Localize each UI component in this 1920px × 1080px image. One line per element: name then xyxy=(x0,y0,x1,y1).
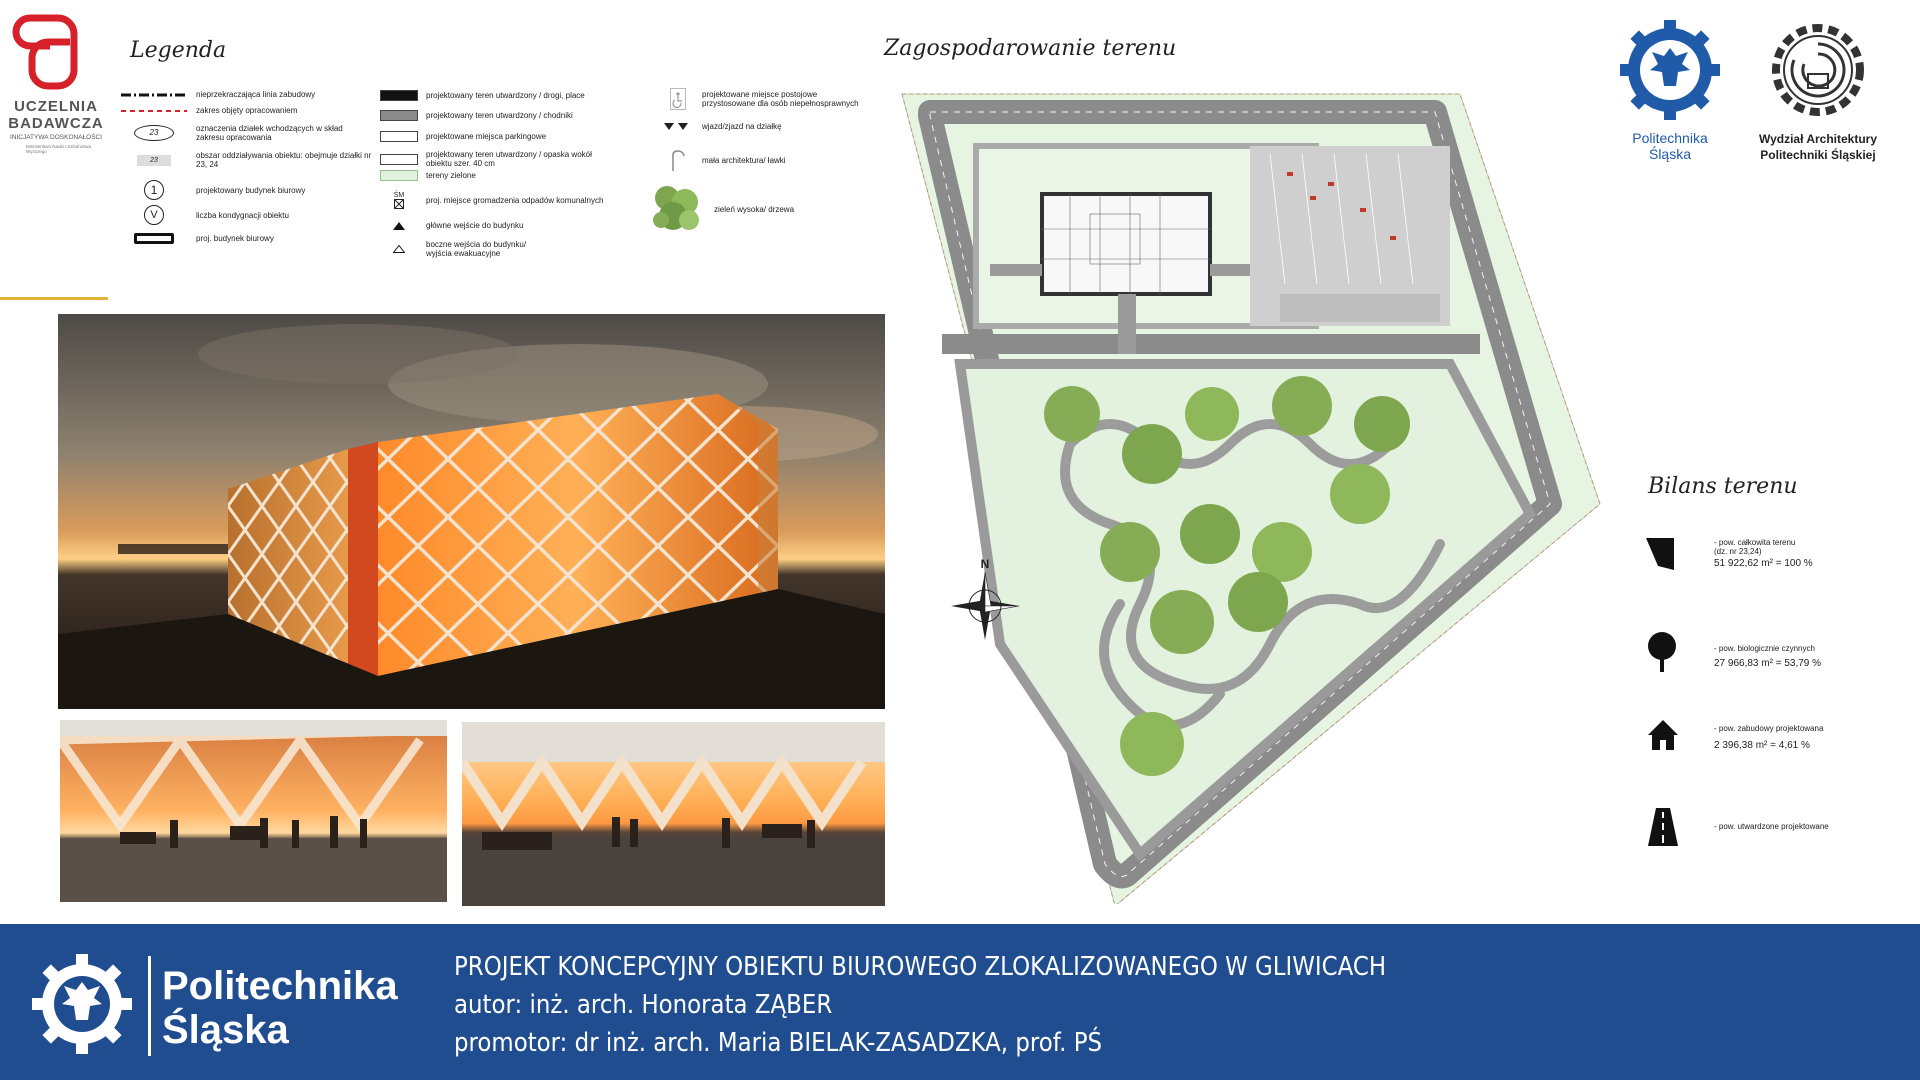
footer-author: autor: inż. arch. Honorata ZĄBER xyxy=(454,990,833,1020)
legend-item-parking: projektowane miejsca parkingowe xyxy=(380,131,546,142)
waste-icon xyxy=(394,199,404,209)
entry-arrows-icon xyxy=(664,121,692,131)
polsl-logo xyxy=(1610,14,1730,164)
faculty-gear-emblem xyxy=(1766,18,1870,122)
faculty-name-1: Wydział Architektury xyxy=(1758,132,1878,146)
legend-item-side-entrance: boczne wejścia do budynku/ wyjścia ewakuacyjne xyxy=(380,240,546,258)
legend-title: Legenda xyxy=(130,38,227,63)
bilans-row-biological: - pow. biologicznie czynnych 27 966,83 m² = 53,79 % xyxy=(1640,630,1920,680)
legend-item-plot-markers: 23 oznaczenia działek wchodzących w skład zakresu opracowania xyxy=(120,124,366,142)
legend-item-storeys: V liczba kondygnacji obiektu xyxy=(120,205,289,225)
tree-icon xyxy=(1642,630,1682,674)
badge-divider xyxy=(0,297,108,300)
footer-logo-divider xyxy=(148,956,151,1056)
legend-item-green-areas: tereny zielone xyxy=(380,170,476,181)
bilans-row-built: - pow. zabudowy projektowana 2 396,38 m² = 4,61 % xyxy=(1640,716,1920,766)
legend-item-impact-area: 23 obszar oddziaływania obiektu: obejmuje działki nr 23, 24 xyxy=(120,151,376,169)
research-university-logo-mark xyxy=(6,14,106,96)
badge-line-2: BADAWCZA xyxy=(8,115,104,132)
tree-cluster-icon xyxy=(647,180,705,238)
research-university-badge xyxy=(6,14,106,194)
badge-line-3: INICJATYWA DOSKONAŁOŚCI xyxy=(9,134,103,141)
site-plan-title: Zagospodarowanie terenu xyxy=(884,36,1177,61)
legend-item-roads: projektowany teren utwardzony / drogi, place xyxy=(380,90,585,101)
terrace-render-left xyxy=(60,720,447,902)
footer-promoter: promotor: dr inż. arch. Maria BIELAK-ZASADZKA, prof. PŚ xyxy=(454,1028,1103,1058)
main-entrance-icon xyxy=(393,222,405,230)
footer-logo-name-2: Śląska xyxy=(162,1008,289,1052)
footer-gear-emblem xyxy=(30,952,134,1056)
legend-item-building-outline: proj. budynek biurowy xyxy=(120,233,274,244)
legend-item-waste: ŚM proj. miejsce gromadzenia odpadów komunalnych xyxy=(380,192,603,209)
bilans-title: Bilans terenu xyxy=(1648,474,1798,499)
terrace-render-right xyxy=(462,722,885,906)
north-compass-icon xyxy=(945,556,1025,646)
polsl-name-2: Śląska xyxy=(1648,146,1692,162)
legend-item-building-line: nieprzekraczająca linia zabudowy xyxy=(196,90,316,99)
side-entrance-icon xyxy=(393,245,405,253)
legend-item-scope-line: zakres objęty opracowaniem xyxy=(196,106,298,115)
bilans-row-paved: - pow. utwardzone projektowane xyxy=(1640,806,1920,856)
legend-item-disabled-parking: projektowane miejsce postojowe przystosowane dla osób niepełnosprawnych xyxy=(662,88,872,110)
plot-shape-icon xyxy=(1644,536,1676,572)
house-icon xyxy=(1646,718,1680,752)
badge-line-4: Ministerstwo Nauki i Szkolnictwa Wyższego xyxy=(26,144,92,154)
footer-logo-name-1: Politechnika xyxy=(162,964,398,1008)
bilans-row-total: - pow. całkowita terenu (dz. nr 23,24) 51 922,62 m² = 100 % xyxy=(1640,534,1920,584)
road-icon xyxy=(1646,808,1680,848)
wheelchair-icon xyxy=(670,88,686,110)
legend-item-office-building: 1 projektowany budynek biurowy xyxy=(120,180,305,200)
building-render-main xyxy=(58,314,885,709)
legend-item-trees: zieleń wysoka/ drzewa xyxy=(646,180,794,238)
footer-project-title: PROJEKT KONCEPCYJNY OBIEKTU BIUROWEGO ZLOKALIZOWANEGO W GLIWICACH xyxy=(454,952,1387,982)
legend-item-building-strip: projektowany teren utwardzony / opaska wokół obiektu szer. 40 cm xyxy=(380,150,596,168)
legend-item-small-architecture: mała architektura/ ławki xyxy=(662,149,786,171)
legend-item-main-entrance: główne wejście do budynku xyxy=(380,221,523,230)
polsl-gear-emblem xyxy=(1618,18,1722,122)
faculty-logo xyxy=(1748,14,1888,164)
footer-banner xyxy=(0,924,1920,1080)
legend-item-entry-exit: wjazd/zjazd na działkę xyxy=(662,121,782,131)
badge-line-1: UCZELNIA xyxy=(14,98,98,115)
svg-text:N: N xyxy=(980,557,990,571)
lamp-icon xyxy=(669,149,687,171)
legend-item-sidewalks: projektowany teren utwardzony / chodniki xyxy=(380,110,573,121)
site-plan xyxy=(890,84,1610,904)
polsl-name-1: Politechnika xyxy=(1632,130,1708,146)
faculty-name-2: Politechniki Śląskiej xyxy=(1760,148,1876,162)
